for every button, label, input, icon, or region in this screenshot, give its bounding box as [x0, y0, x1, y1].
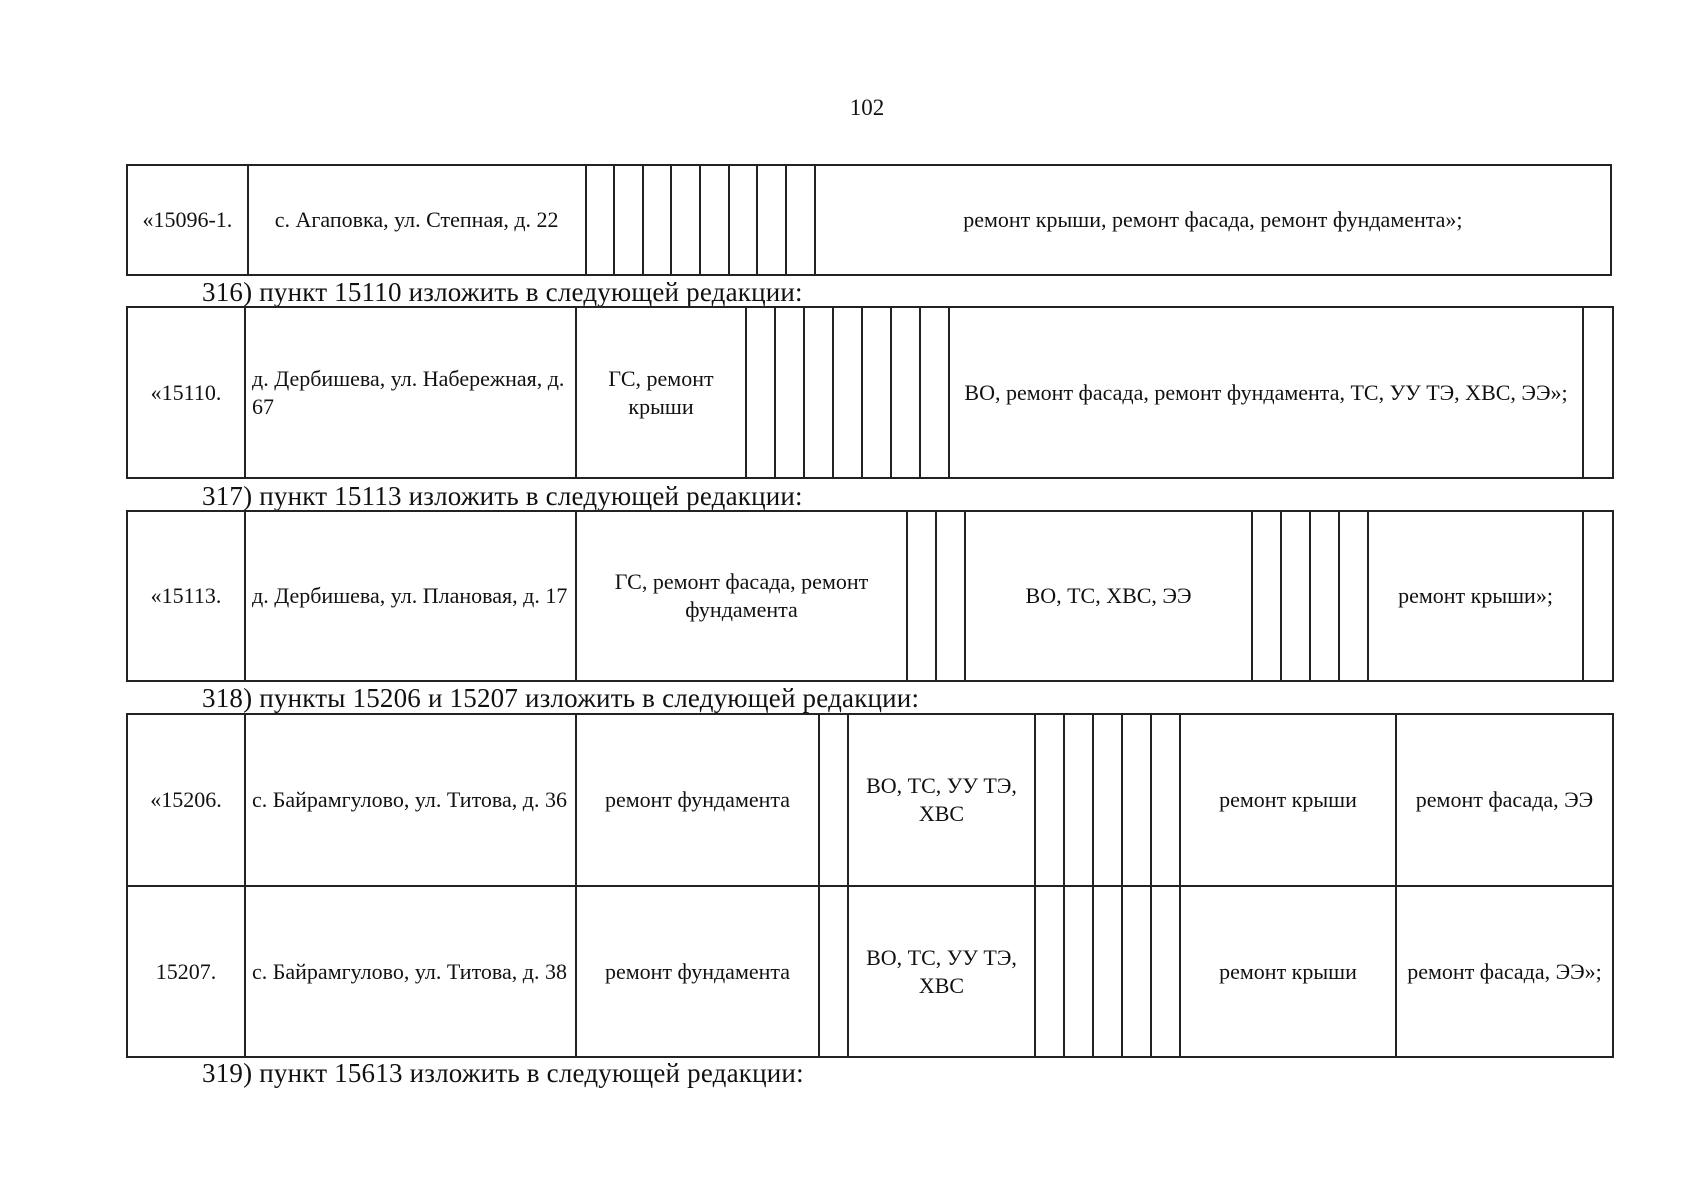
- work-types: ремонт крыши, ремонт фасада, ремонт фундамента»;: [815, 165, 1611, 275]
- page-number: 102: [849, 95, 885, 120]
- amendment-table-15113: [126, 510, 1614, 682]
- item-number: «15113.: [127, 511, 245, 681]
- empty-cell: [1583, 307, 1613, 478]
- empty-cell: [907, 511, 936, 681]
- table-row: [127, 714, 1613, 886]
- work-types: ремонт фасада, ЭЭ: [1396, 714, 1613, 886]
- empty-cell: [1310, 511, 1339, 681]
- amendment-table-15110: [126, 306, 1614, 479]
- address: д. Дербишева, ул. Набережная, д. 67: [245, 307, 576, 478]
- paragraph-316: 316) пункт 15110 изложить в следующей редакции:: [202, 277, 803, 307]
- empty-cell: [1064, 886, 1093, 1057]
- work-types: ВО, ТС, ХВС, ЭЭ: [965, 511, 1252, 681]
- item-number: «15096-1.: [127, 165, 248, 275]
- work-types: ВО, ТС, УУ ТЭ, ХВС: [848, 886, 1035, 1057]
- empty-cell: [586, 165, 615, 275]
- empty-cell: [1035, 714, 1064, 886]
- work-types: ремонт фундамента: [576, 714, 819, 886]
- empty-cell: [862, 307, 891, 478]
- work-types: ВО, ремонт фасада, ремонт фундамента, ТС, УУ ТЭ, ХВС, ЭЭ»;: [949, 307, 1583, 478]
- address: д. Дербишева, ул. Плановая, д. 17: [245, 511, 576, 681]
- table-row: [127, 511, 1613, 681]
- paragraph-317: 317) пункт 15113 изложить в следующей редакции:: [202, 481, 803, 511]
- empty-cell: [1583, 511, 1613, 681]
- paragraph-319: 319) пункт 15613 изложить в следующей редакции:: [202, 1058, 804, 1088]
- table-row: [127, 307, 1613, 478]
- item-number: 15207.: [127, 886, 245, 1057]
- empty-cell: [804, 307, 833, 478]
- empty-cell: [819, 886, 848, 1057]
- amendment-table-15206-15207: [126, 713, 1614, 1058]
- empty-cell: [1064, 714, 1093, 886]
- empty-cell: [1151, 714, 1180, 886]
- work-types: ремонт крыши: [1180, 886, 1396, 1057]
- table-row: [127, 886, 1613, 1057]
- empty-cell: [1035, 886, 1064, 1057]
- empty-cell: [746, 307, 775, 478]
- address: с. Байрамгулово, ул. Титова, д. 38: [245, 886, 576, 1057]
- empty-cell: [786, 165, 815, 275]
- empty-cell: [1093, 886, 1122, 1057]
- table-row: [127, 165, 1611, 275]
- empty-cell: [1122, 886, 1151, 1057]
- empty-cell: [671, 165, 700, 275]
- work-types: ремонт фундамента: [576, 886, 819, 1057]
- address: с. Байрамгулово, ул. Титова, д. 36: [245, 714, 576, 886]
- empty-cell: [1339, 511, 1368, 681]
- work-types: ремонт крыши»;: [1368, 511, 1583, 681]
- empty-cell: [729, 165, 758, 275]
- address: с. Агаповка, ул. Степная, д. 22: [248, 165, 586, 275]
- work-types: ремонт фасада, ЭЭ»;: [1396, 886, 1613, 1057]
- empty-cell: [614, 165, 643, 275]
- empty-cell: [757, 165, 786, 275]
- empty-cell: [1151, 886, 1180, 1057]
- work-types: ГС, ремонт фасада, ремонт фундамента: [576, 511, 907, 681]
- work-types: ГС, ремонт крыши: [576, 307, 746, 478]
- empty-cell: [700, 165, 729, 275]
- empty-cell: [1093, 714, 1122, 886]
- paragraph-318: 318) пункты 15206 и 15207 изложить в следующей редакции:: [202, 683, 920, 713]
- item-number: «15206.: [127, 714, 245, 886]
- empty-cell: [1252, 511, 1281, 681]
- work-types: ВО, ТС, УУ ТЭ, ХВС: [848, 714, 1035, 886]
- empty-cell: [1281, 511, 1310, 681]
- empty-cell: [936, 511, 965, 681]
- amendment-table-15096-1: [126, 164, 1612, 276]
- empty-cell: [833, 307, 862, 478]
- item-number: «15110.: [127, 307, 245, 478]
- empty-cell: [819, 714, 848, 886]
- empty-cell: [775, 307, 804, 478]
- empty-cell: [643, 165, 672, 275]
- work-types: ремонт крыши: [1180, 714, 1396, 886]
- empty-cell: [920, 307, 949, 478]
- empty-cell: [1122, 714, 1151, 886]
- empty-cell: [891, 307, 920, 478]
